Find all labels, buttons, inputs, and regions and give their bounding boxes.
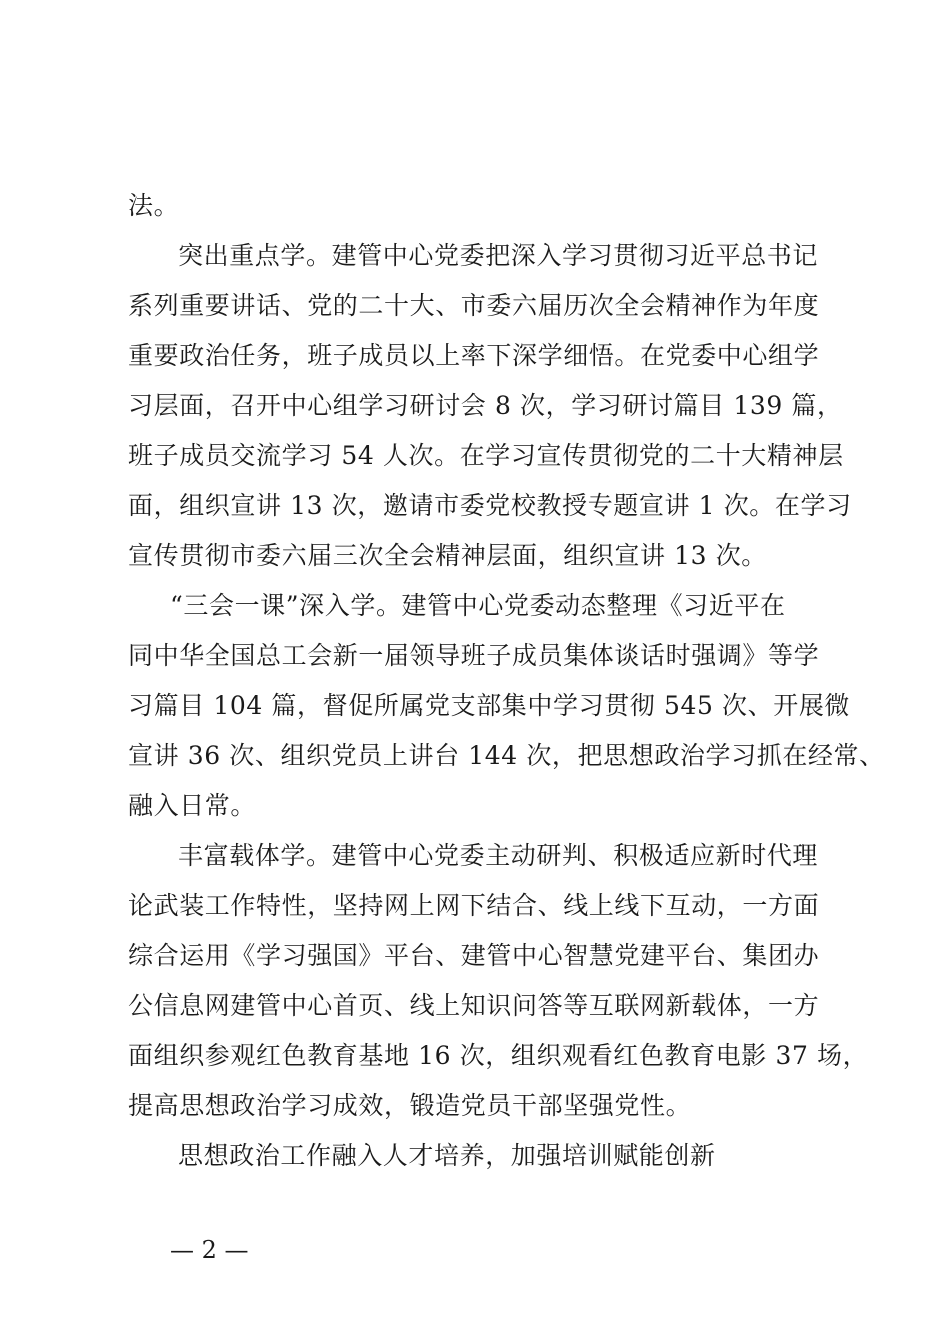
text-line: 宣传贯彻市委六届三次全会精神层面，组织宣讲 13 次。 (128, 541, 767, 570)
paragraph-heading-line: “三会一课”深入学。建管中心党委动态整理《习近平在 (170, 591, 786, 620)
text-line: 公信息网建管中心首页、线上知识问答等互联网新载体，一方 (128, 991, 820, 1020)
text-line: 宣讲 36 次、组织党员上讲台 144 次，把思想政治学习抓在经常、 (128, 741, 885, 770)
text-line: 班子成员交流学习 54 人次。在学习宣传贯彻党的二十大精神层 (128, 441, 844, 470)
text-line: 论武装工作特性，坚持网上网下结合、线上线下互动，一方面 (128, 891, 820, 920)
text-line: 重要政治任务，班子成员以上率下深学细悟。在党委中心组学 (128, 341, 820, 370)
text-line: 面组织参观红色教育基地 16 次，组织观看红色教育电影 37 场， (128, 1041, 869, 1070)
paragraph-heading-line: 丰富载体学。建管中心党委主动研判、积极适应新时代理 (178, 841, 819, 870)
text-line: 习层面，召开中心组学习研讨会 8 次，学习研讨篇目 139 篇， (128, 391, 843, 420)
text-line: 同中华全国总工会新一届领导班子成员集体谈话时强调》等学 (128, 641, 820, 670)
text-line: 面，组织宣讲 13 次，邀请市委党校教授专题宣讲 1 次。在学习 (128, 491, 852, 520)
text-line: 系列重要讲话、党的二十大、市委六届历次全会精神作为年度 (128, 291, 820, 320)
text-line: 融入日常。 (128, 791, 257, 820)
text-line: 习篇目 104 篇，督促所属党支部集中学习贯彻 545 次、开展微 (128, 691, 851, 720)
text-line: 综合运用《学习强国》平台、建管中心智慧党建平台、集团办 (128, 941, 820, 970)
text-line: 法。 (128, 191, 180, 220)
paragraph-heading-line: 突出重点学。建管中心党委把深入学习贯彻习近平总书记 (178, 241, 819, 270)
text-line: 提高思想政治学习成效，锻造党员干部坚强党性。 (128, 1091, 692, 1120)
page-number: — 2 — (170, 1236, 249, 1264)
section-heading-line: 思想政治工作融入人才培养，加强培训赋能创新 (178, 1141, 716, 1170)
